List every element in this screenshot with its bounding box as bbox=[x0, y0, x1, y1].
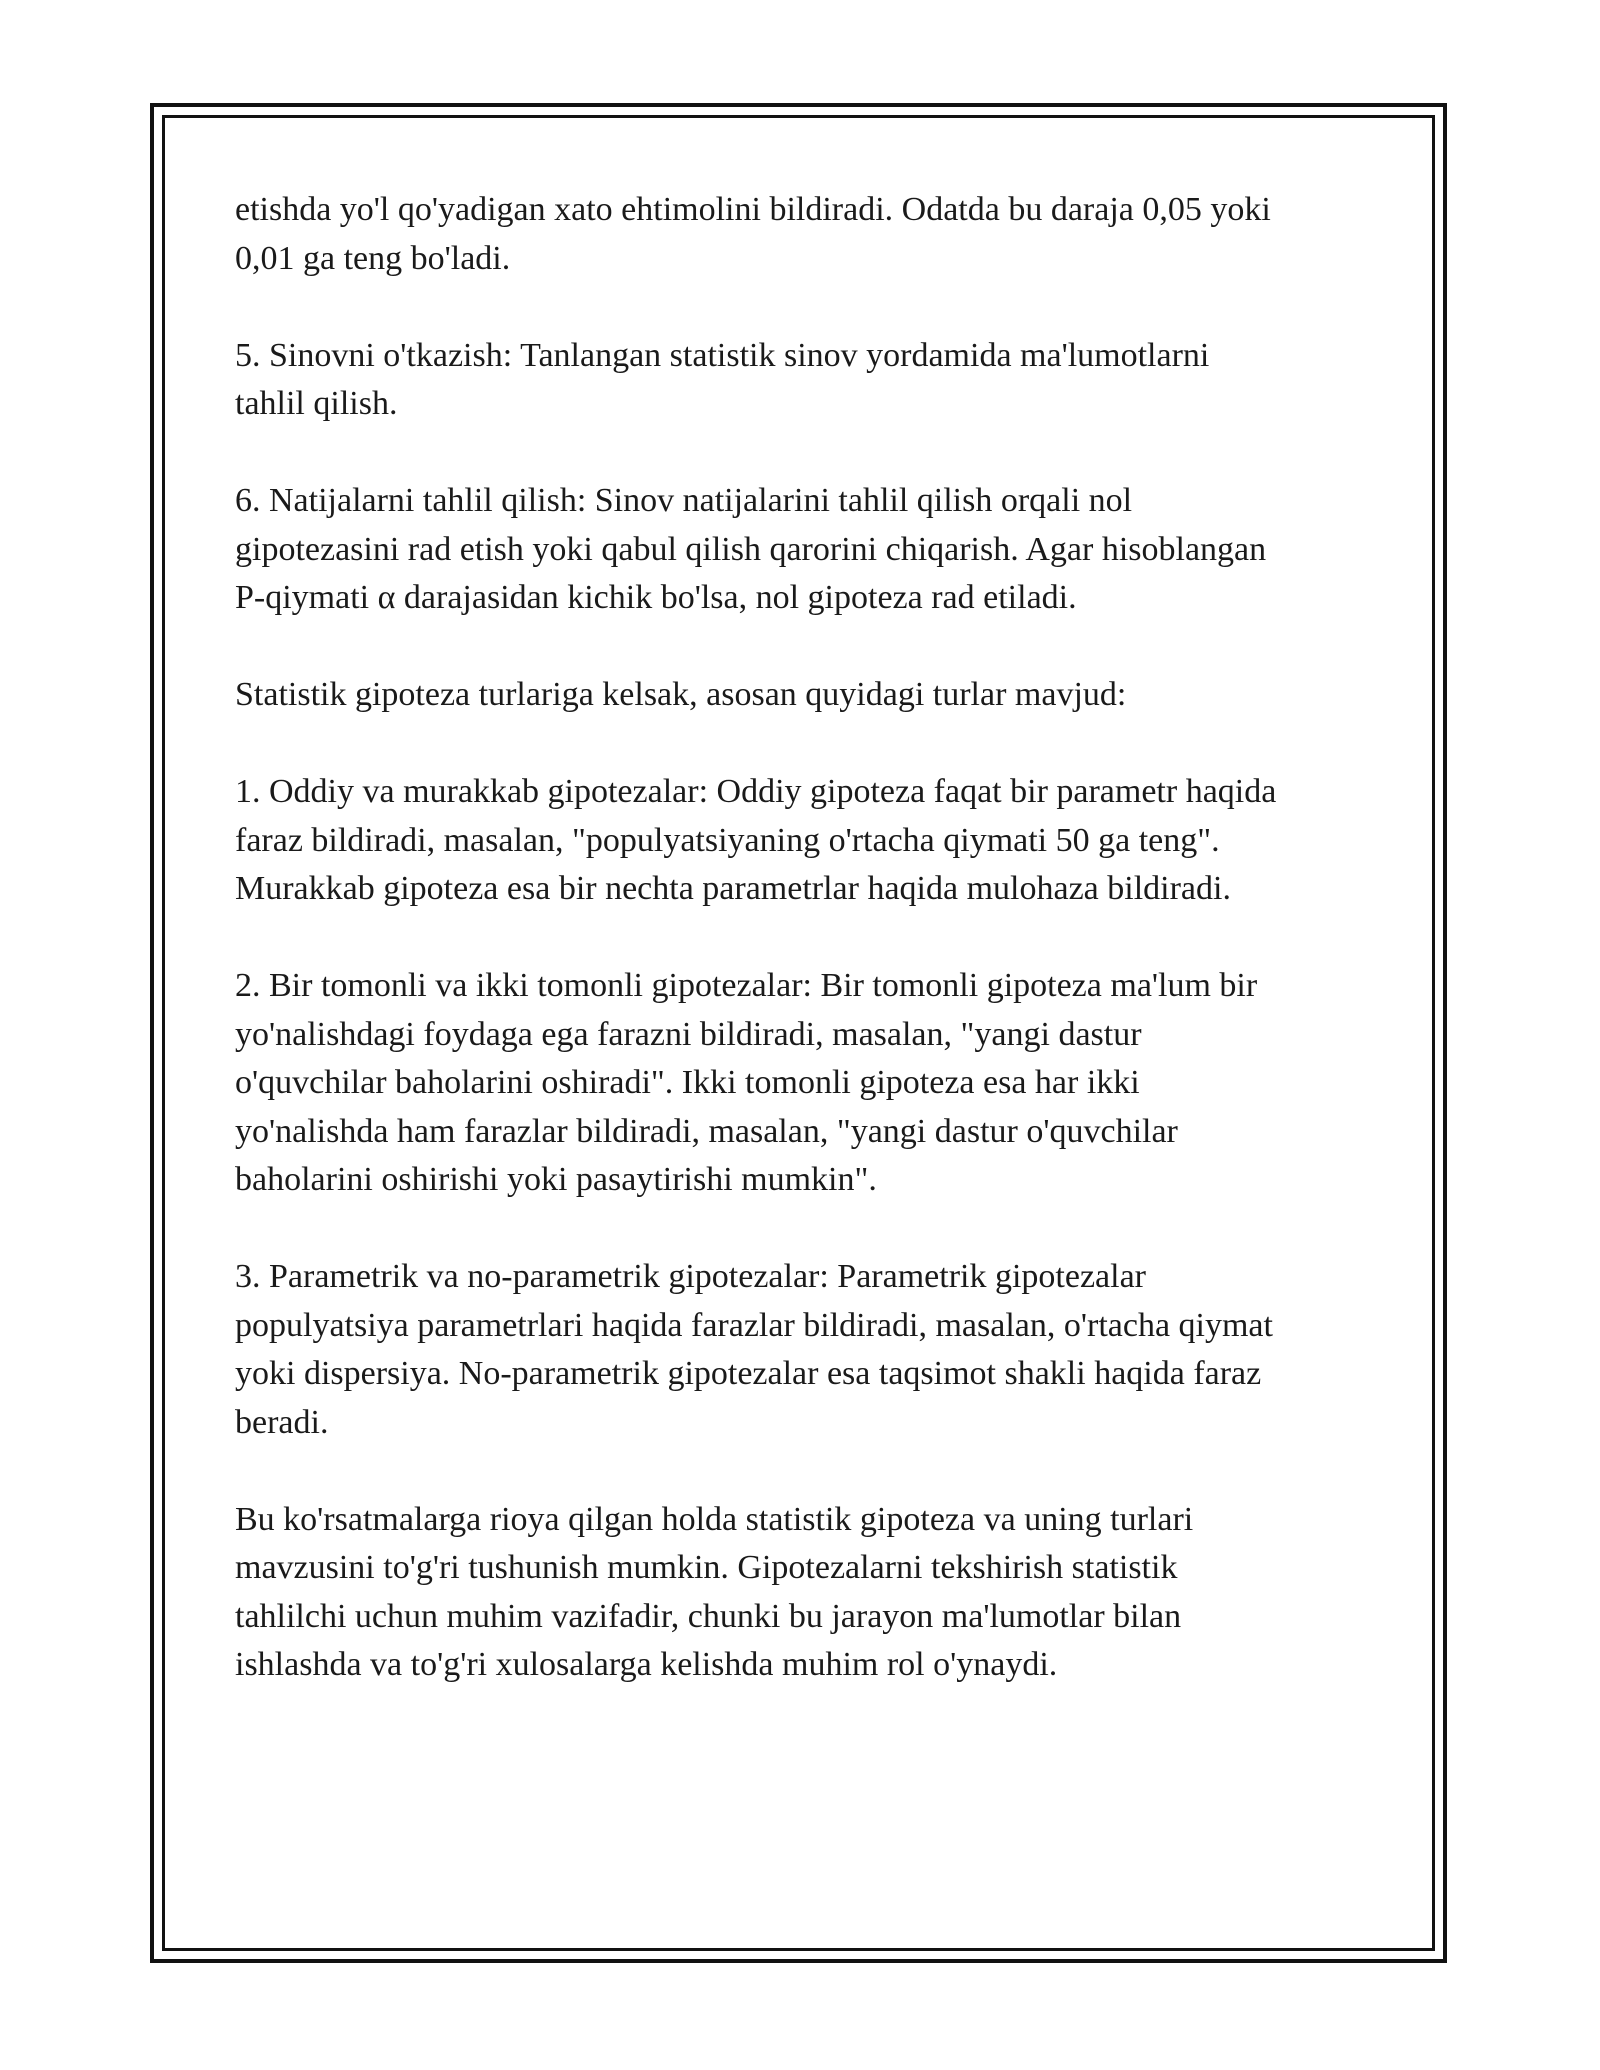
paragraph-step-6: 6. Natijalarni tahlil qilish: Sinov natijalarini tahlil qilish orqali nol gipotezasini rad etish yoki qabul qilish qarorini chiqarish. Agar hisoblangan P-qiymati α darajasidan kichik bo'lsa, nol gipoteza rad etiladi. bbox=[235, 482, 1267, 616]
paragraph-types-intro: Statistik gipoteza turlariga kelsak, asosan quyidagi turlar mavjud: bbox=[235, 676, 1127, 713]
paragraph-type-2: 2. Bir tomonli va ikki tomonli gipotezalar: Bir tomonli gipoteza ma'lum bir yo'nalishdagi foydaga ega farazni bildiradi, masalan, "yangi dastur o'quvchilar baholarini oshiradi". Ikki tomonli gipoteza esa har ikki yo'nalishda ham farazlar bildiradi, masalan, "yangi dastur o'quvchilar baholarini oshirishi yoki pasaytirishi mumkin". bbox=[235, 967, 1258, 1198]
paragraph-step-5: 5. Sinovni o'tkazish: Tanlangan statistik sinov yordamida ma'lumotlarni tahlil qilish. bbox=[235, 336, 1210, 422]
paragraph-type-1: 1. Oddiy va murakkab gipotezalar: Oddiy gipoteza faqat bir parametr haqida faraz bildiradi, masalan, "populyatsiyaning o'rtacha qiymati 50 ga teng". Murakkab gipoteza esa bir nechta parametrlar haqida mulohaza bildiradi. bbox=[235, 773, 1277, 907]
paragraph-type-3: 3. Parametrik va no-parametrik gipotezalar: Parametrik gipotezalar populyatsiya parametrlari haqida farazlar bildiradi, masalan, o'rtacha qiymat yoki dispersiya. No-parametrik gipotezalar esa taqsimot shakli haqida faraz beradi. bbox=[235, 1258, 1273, 1441]
paragraph-significance-level-continued: etishda yo'l qo'yadigan xato ehtimolini bildiradi. Odatda bu daraja 0,05 yoki 0,01 ga teng bo'ladi. bbox=[235, 191, 1271, 277]
paragraph-conclusion: Bu ko'rsatmalarga rioya qilgan holda statistik gipoteza va uning turlari mavzusini to'g'ri tushunish mumkin. Gipotezalarni tekshirish statistik tahlilchi uchun muhim vazifadir, chunki bu jarayon ma'lumotlar bilan ishlashda va to'g'ri xulosalarga kelishda muhim rol o'ynaydi. bbox=[235, 1500, 1194, 1683]
document-body bbox=[235, 186, 1365, 1738]
